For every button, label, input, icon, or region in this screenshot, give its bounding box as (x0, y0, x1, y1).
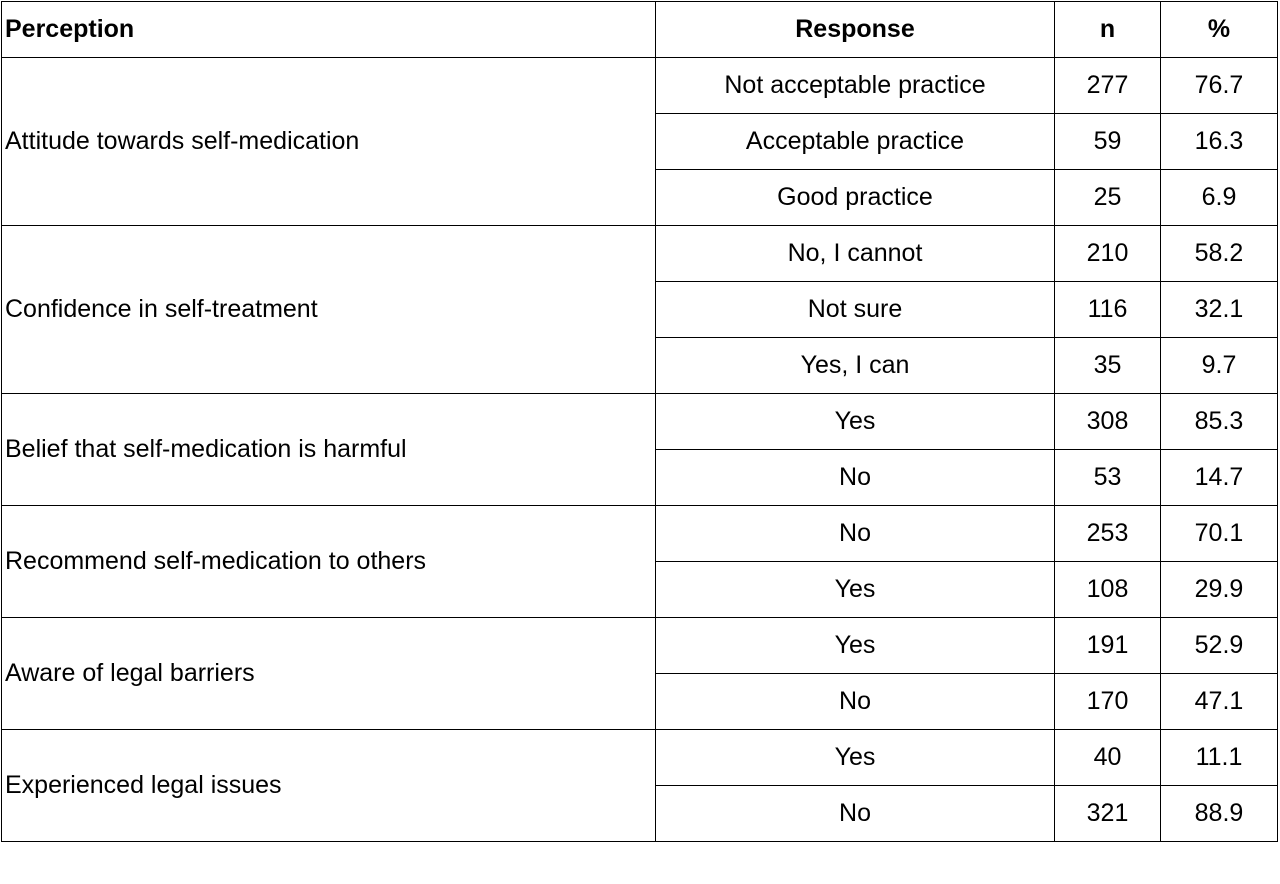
header-row (2, 2, 1278, 58)
percent-cell: 85.3 (1161, 394, 1278, 450)
n-cell: 40 (1055, 730, 1161, 786)
table-row (2, 618, 1278, 674)
n-cell: 25 (1055, 170, 1161, 226)
perception-cell: Belief that self-medication is harmful (2, 394, 656, 506)
percent-cell: 76.7 (1161, 58, 1278, 114)
percent-cell: 11.1 (1161, 730, 1278, 786)
response-cell: Yes, I can (656, 338, 1055, 394)
header-n: n (1055, 2, 1161, 58)
response-cell: Yes (656, 394, 1055, 450)
percent-cell: 9.7 (1161, 338, 1278, 394)
percent-cell: 52.9 (1161, 618, 1278, 674)
table-row (2, 730, 1278, 786)
perception-cell: Experienced legal issues (2, 730, 656, 842)
response-cell: No (656, 786, 1055, 842)
n-cell: 35 (1055, 338, 1161, 394)
perception-cell: Confidence in self-treatment (2, 226, 656, 394)
response-cell: No (656, 674, 1055, 730)
percent-cell: 58.2 (1161, 226, 1278, 282)
table-row (2, 394, 1278, 450)
n-cell: 277 (1055, 58, 1161, 114)
table-row (2, 506, 1278, 562)
percent-cell: 47.1 (1161, 674, 1278, 730)
response-cell: No, I cannot (656, 226, 1055, 282)
header-perception: Perception (2, 2, 656, 58)
response-cell: Not sure (656, 282, 1055, 338)
perception-cell: Aware of legal barriers (2, 618, 656, 730)
n-cell: 53 (1055, 450, 1161, 506)
table-row (2, 58, 1278, 114)
perception-cell: Attitude towards self-medication (2, 58, 656, 226)
header-percent: % (1161, 2, 1278, 58)
response-cell: Not acceptable practice (656, 58, 1055, 114)
response-cell: No (656, 506, 1055, 562)
n-cell: 308 (1055, 394, 1161, 450)
percent-cell: 14.7 (1161, 450, 1278, 506)
response-cell: Good practice (656, 170, 1055, 226)
percent-cell: 6.9 (1161, 170, 1278, 226)
response-cell: Yes (656, 562, 1055, 618)
n-cell: 170 (1055, 674, 1161, 730)
n-cell: 191 (1055, 618, 1161, 674)
response-cell: Yes (656, 730, 1055, 786)
perception-table (1, 1, 1278, 842)
n-cell: 253 (1055, 506, 1161, 562)
response-cell: Yes (656, 618, 1055, 674)
n-cell: 210 (1055, 226, 1161, 282)
n-cell: 321 (1055, 786, 1161, 842)
percent-cell: 32.1 (1161, 282, 1278, 338)
percent-cell: 88.9 (1161, 786, 1278, 842)
n-cell: 108 (1055, 562, 1161, 618)
percent-cell: 16.3 (1161, 114, 1278, 170)
response-cell: No (656, 450, 1055, 506)
table-row (2, 226, 1278, 282)
percent-cell: 29.9 (1161, 562, 1278, 618)
n-cell: 59 (1055, 114, 1161, 170)
percent-cell: 70.1 (1161, 506, 1278, 562)
header-response: Response (656, 2, 1055, 58)
n-cell: 116 (1055, 282, 1161, 338)
perception-cell: Recommend self-medication to others (2, 506, 656, 618)
response-cell: Acceptable practice (656, 114, 1055, 170)
